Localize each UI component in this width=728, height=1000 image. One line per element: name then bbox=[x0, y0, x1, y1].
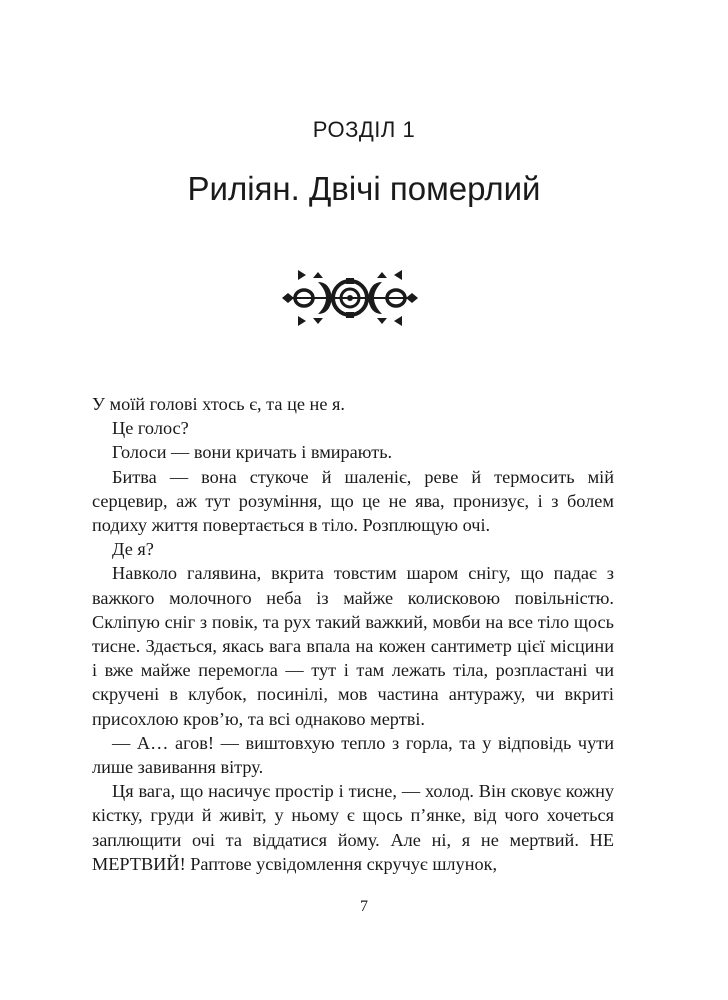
chapter-title: Риліян. Двічі померлий bbox=[187, 170, 541, 207]
page-number: 7 bbox=[360, 898, 368, 915]
paragraph: Це голос? bbox=[112, 418, 189, 439]
paragraph: Голоси — вони кричать і вмирають. bbox=[112, 442, 393, 463]
paragraph: Де я? bbox=[112, 539, 154, 560]
paragraph: — А… агов! — виштовхую тепло з горла, та у відповідь чути лише завивання вітру. bbox=[92, 732, 614, 778]
chapter-label: РОЗДІЛ 1 bbox=[312, 117, 416, 142]
paragraph: Навколо галявина, вкрита товстим шаром снігу, що падає з важкого молочного неба із майже колисковою повільністю. Скліпую сніг з повік, та рух такий важкий, мовби на все тіло щось тисне. Здається, якась вага впала на кожен сантиметр цієї місцини і вже майже перемогла — тут і там лежать тіла, розпластані чи скручені в клубок, посинілі, мов частина антуражу, чи вкриті присохлою кров’ю, та всі однаково мертві. bbox=[92, 563, 614, 729]
paragraph: Ця вага, що насичує простір і тисне, — холод. Він сковує кожну кістку, груди й живіт, у ньому є щось п’янке, від чого хочеться заплющити очі та віддатися йому. Але ні, я не мертвий. НЕ МЕРТВИЙ! Раптове усвідомлення скручує шлунок, bbox=[92, 781, 614, 874]
paragraph: У моїй голові хтось є, та це не я. bbox=[92, 394, 345, 414]
decorative-ornament-icon bbox=[282, 268, 418, 328]
body-text bbox=[92, 392, 614, 876]
paragraph: Битва — вона стукоче й шаленіє, реве й термосить мій серцевир, аж тут розуміння, що це не ява, пронизує, і з болем подиху життя повертається в тіло. Розплющую очі. bbox=[92, 466, 614, 536]
